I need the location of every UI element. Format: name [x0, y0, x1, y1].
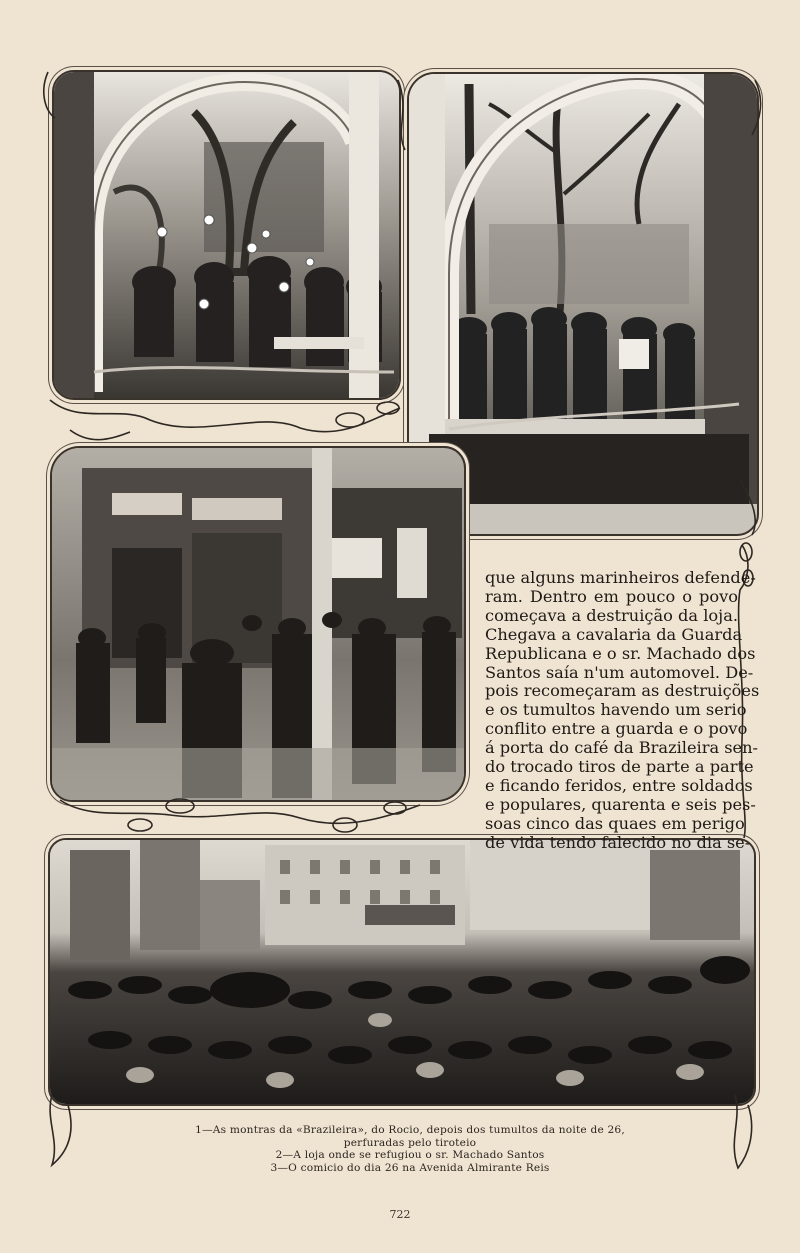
caption-line-3: 2—A loja onde se refugiou o sr. Machado Santos [275, 1149, 545, 1162]
article-line: do trocado tiros de parte a parte [485, 757, 754, 777]
article-line: conflito entre a guarda e o povo [485, 719, 748, 739]
caption-line-4: 3—O comicio do dia 26 na Avenida Almirante Reis [270, 1161, 550, 1174]
article-line: começava a destruição da loja. [485, 605, 738, 625]
article-line: e populares, quarenta e seis pes- [485, 794, 756, 814]
article-line: ram. Dentro em pouco o povo [485, 586, 738, 606]
article-line: que alguns marinheiros defende- [485, 568, 756, 587]
article-line: Republicana e o sr. Machado dos [485, 643, 756, 663]
article-line: e ficando feridos, entre soldados [485, 775, 753, 795]
article-line: e os tumultos havendo um serio [485, 700, 747, 720]
article-line: Chegava a cavalaria da Guarda [485, 624, 743, 644]
article-line: Santos saía n'um automovel. De- [485, 662, 754, 682]
photo-caption [150, 1124, 670, 1174]
photo-machado-santos-shop [50, 446, 466, 802]
page-number: 722 [389, 1208, 411, 1221]
article-line: á porta do café da Brazileira sen- [485, 738, 759, 758]
photo-brazileira-window-left [52, 70, 401, 400]
caption-line-2: perfuradas pelo tiroteio [343, 1136, 477, 1149]
article-text [485, 568, 760, 853]
article-line: de vida tendo falecido no dia se- [485, 832, 751, 852]
article-line: pois recomeçaram as destruições [485, 681, 760, 701]
caption-line-1: 1—As montras da «Brazileira», do Rocio, depois dos tumultos da noite de 26, [195, 1124, 625, 1136]
photo-rally-avenida-almirante-reis [48, 838, 756, 1106]
article-line: soas cinco das quaes em perigo [485, 813, 745, 833]
